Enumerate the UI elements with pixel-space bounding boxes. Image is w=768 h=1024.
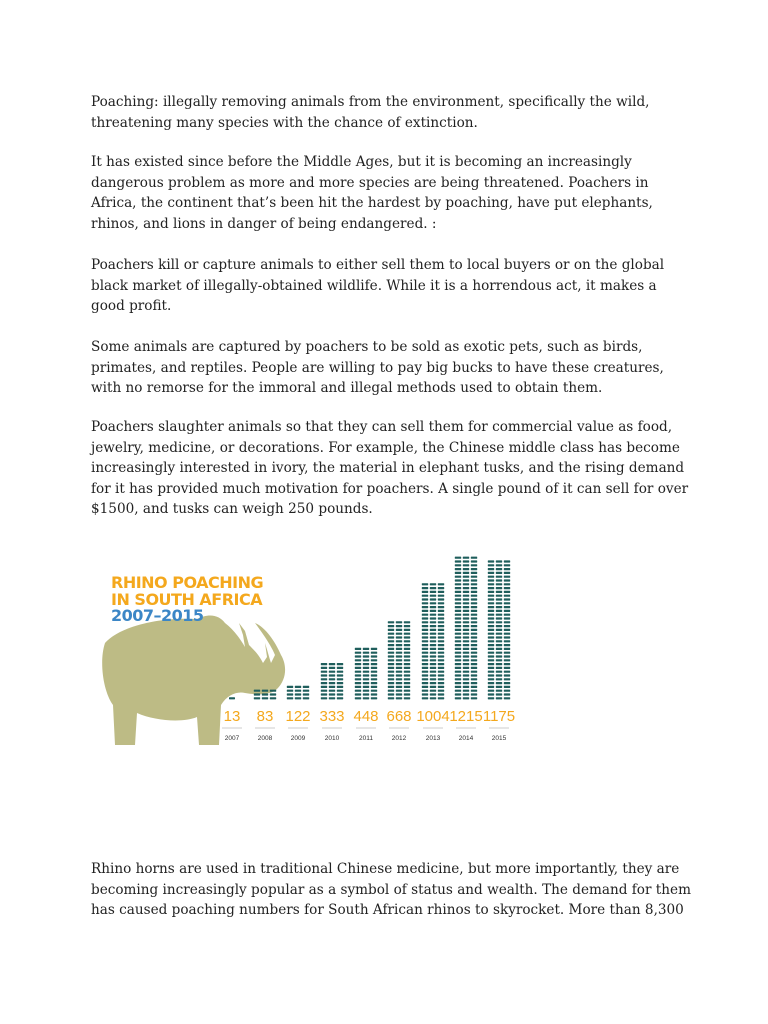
year-label-2007: 2007 [224,735,240,742]
bar-2010 [321,663,343,699]
value-label-2007: 13 [223,708,241,725]
year-label-2014: 2014 [458,735,474,742]
value-label-2014: 1215 [449,708,483,725]
year-label-2009: 2009 [290,735,306,742]
value-label-2009: 122 [285,708,311,725]
bar-2008 [254,690,276,700]
year-label-2008: 2008 [257,735,273,742]
value-label-2011: 448 [353,708,379,725]
chart-title-line-2: IN SOUTH AFRICA [111,590,263,609]
year-label-2015: 2015 [491,735,507,742]
paragraph-history: It has existed since before the Middle Ages, but it is becoming an increasingly dangerous problem as more and more species are being threatened. Poachers in Africa, the continent that’s been hit the hardest by poaching, have put elephants, rhinos, and lions in danger of being endangered. : [91,154,653,232]
bar-2013 [422,583,444,699]
chart-title-years: 2007–2015 [111,606,204,625]
bar-2015 [488,560,510,699]
bar-2007 [229,697,235,699]
year-label-2013: 2013 [425,735,441,742]
paragraph-definition: Poaching: illegally removing animals from the environment, specifically the wild, threatening many species with the chance of extinction. [91,94,650,131]
bar-2012 [388,621,410,699]
value-label-2012: 668 [386,708,412,725]
bar-2014 [455,557,477,700]
rhino-poaching-infographic [97,545,527,750]
rhino-silhouette-icon [102,616,285,745]
paragraph-profit: Poachers kill or capture animals to either sell them to local buyers or on the global black market of illegally-obtained wildlife. While it is a horrendous act, it makes a good profit. [91,257,665,315]
value-label-2010: 333 [319,708,345,725]
paragraph-exotic-pets: Some animals are captured by poachers to be sold as exotic pets, such as birds, primates, and reptiles. People are willing to pay big bucks to have these creatures, with no remorse for the immoral and illegal methods used to obtain them. [91,339,664,397]
value-label-2013: 1004 [416,708,450,725]
value-label-2008: 83 [256,708,274,725]
chart-title-line-1: RHINO POACHING [111,573,264,592]
year-label-2011: 2011 [359,735,373,742]
bar-2011 [355,648,377,700]
bar-2009 [287,686,309,700]
paragraph-commercial-value: Poachers slaughter animals so that they can sell them for commercial value as food, jewelry, medicine, or decorations. For example, the Chinese middle class has become increasingly interested in ivory, the material in elephant tusks, and the rising demand for it has provided much motivation for poachers. A single pound of it can sell for over $1500, and tusks can weigh 250 pounds. [91,419,689,518]
value-label-2015: 1175 [482,708,516,725]
paragraph-rhino-horns: Rhino horns are used in traditional Chinese medicine, but more importantly, they are becoming increasingly popular as a symbol of status and wealth. The demand for them has caused poaching numbers for South African rhinos to skyrocket. More than 8,300 [91,861,691,919]
year-label-2010: 2010 [324,735,340,742]
year-label-2012: 2012 [391,735,407,742]
